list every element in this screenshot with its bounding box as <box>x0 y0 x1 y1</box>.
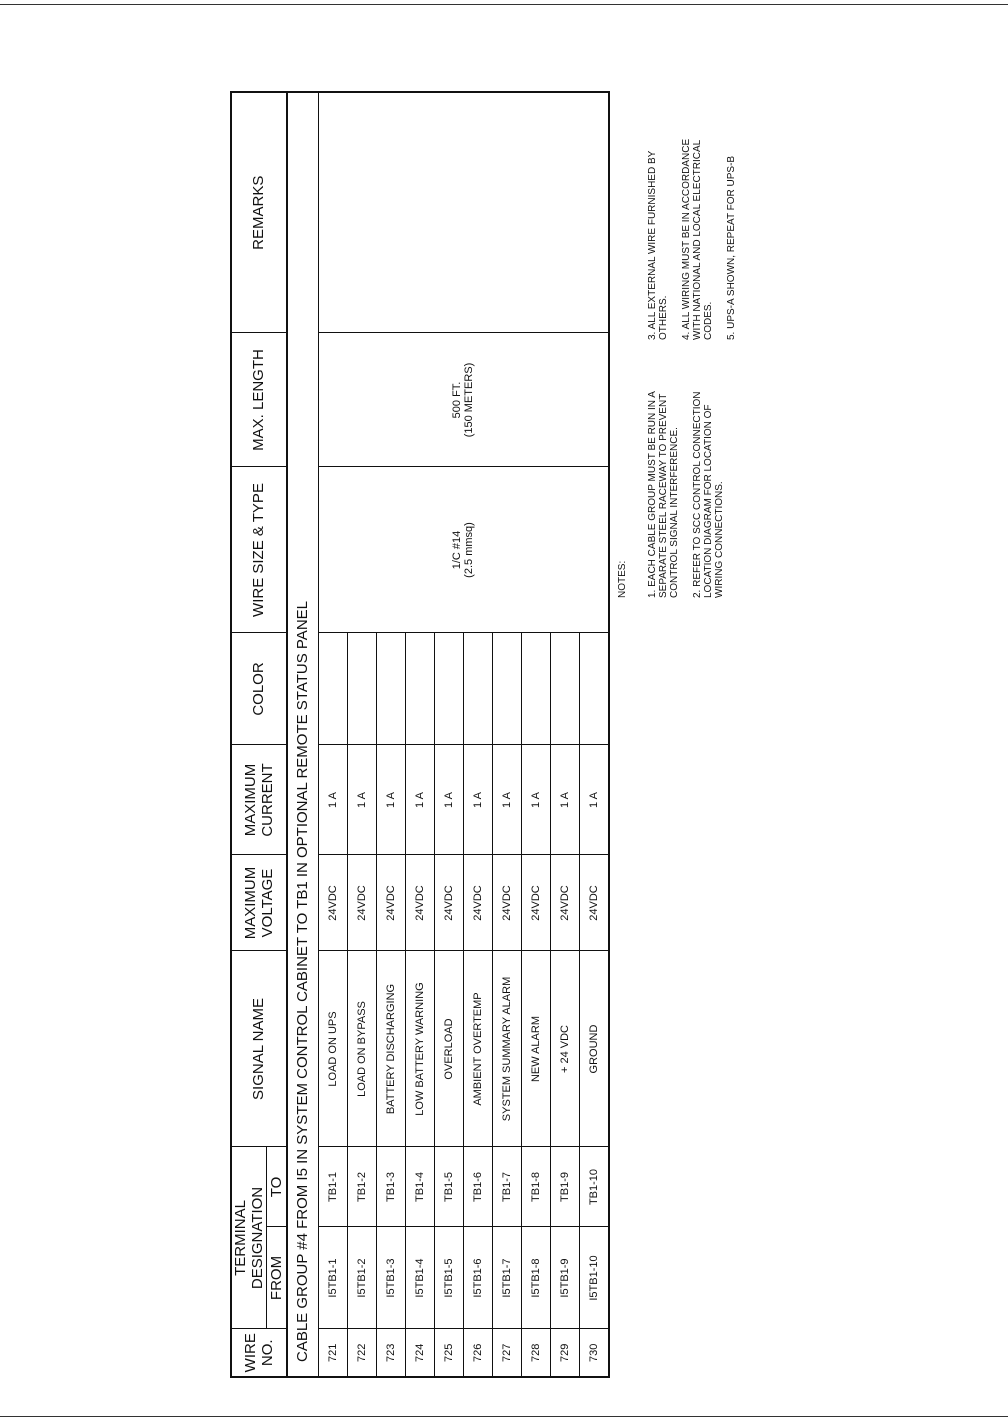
cell-wire: 723 <box>377 1329 406 1377</box>
note-1: 1. EACH CABLE GROUP MUST BE RUN IN A SEPARATE STEEL RACEWAY TO PREVENT CONTROL SIGNAL INTERFERENCE. <box>647 391 680 598</box>
cell-color <box>580 633 609 745</box>
cell-voltage: 24VDC <box>493 855 522 951</box>
cell-current: 1 A <box>580 745 609 855</box>
cell-voltage: 24VDC <box>406 855 435 951</box>
cell-to: TB1-5 <box>435 1147 464 1227</box>
note-5: 5. UPS-A SHOWN, REPEAT FOR UPS-B <box>726 155 737 340</box>
cell-from: I5TB1-9 <box>551 1227 580 1329</box>
note-3: 3. ALL EXTERNAL WIRE FURNISHED BY OTHERS. <box>647 150 669 340</box>
header-wire-size: WIRE SIZE & TYPE <box>231 467 287 633</box>
cell-signal: LOAD ON UPS <box>319 951 348 1147</box>
header-max-voltage: MAXIMUM VOLTAGE <box>231 855 287 951</box>
cell-signal: + 24 VDC <box>551 951 580 1147</box>
cell-from: I5TB1-8 <box>522 1227 551 1329</box>
wiring-table <box>230 91 610 1378</box>
cell-color <box>522 633 551 745</box>
header-remarks: REMARKS <box>231 92 287 333</box>
cell-wire: 730 <box>580 1329 609 1377</box>
cell-wire-size <box>319 467 609 633</box>
cell-voltage: 24VDC <box>522 855 551 951</box>
cell-current: 1 A <box>551 745 580 855</box>
note-4: 4. ALL WIRING MUST BE IN ACCORDANCE WITH NATIONAL AND LOCAL ELECTRICAL CODES. <box>681 138 714 340</box>
cell-to: TB1-9 <box>551 1147 580 1227</box>
cell-voltage: 24VDC <box>464 855 493 951</box>
cell-current: 1 A <box>464 745 493 855</box>
wire-size-metric: (2.5 mmsq) <box>463 522 476 578</box>
cell-to: TB1-2 <box>348 1147 377 1227</box>
cell-to: TB1-4 <box>406 1147 435 1227</box>
cell-signal: OVERLOAD <box>435 951 464 1147</box>
cell-max-length <box>319 333 609 467</box>
max-length-value: 500 FT. <box>451 381 464 419</box>
cell-color <box>551 633 580 745</box>
cell-current: 1 A <box>348 745 377 855</box>
cell-current: 1 A <box>522 745 551 855</box>
header-row-1 <box>231 92 267 1377</box>
header-from: FROM <box>267 1227 287 1329</box>
header-max-length: MAX. LENGTH <box>231 333 287 467</box>
cell-signal: GROUND <box>580 951 609 1147</box>
top-rule <box>0 4 1008 5</box>
notes-column-2 <box>647 120 749 340</box>
header-max-current: MAXIMUM CURRENT <box>231 745 287 855</box>
cell-voltage: 24VDC <box>348 855 377 951</box>
cell-from: I5TB1-3 <box>377 1227 406 1329</box>
header-wire-no: WIRE NO. <box>231 1329 287 1377</box>
cell-wire: 725 <box>435 1329 464 1377</box>
cell-color <box>493 633 522 745</box>
cell-current: 1 A <box>377 745 406 855</box>
cell-from: I5TB1-4 <box>406 1227 435 1329</box>
cell-current: 1 A <box>435 745 464 855</box>
cell-remarks <box>319 92 609 333</box>
cell-wire: 724 <box>406 1329 435 1377</box>
cell-from: I5TB1-2 <box>348 1227 377 1329</box>
cell-color <box>319 633 348 745</box>
cell-signal: AMBIENT OVERTEMP <box>464 951 493 1147</box>
cell-wire: 721 <box>319 1329 348 1377</box>
cell-color <box>377 633 406 745</box>
cell-to: TB1-3 <box>377 1147 406 1227</box>
header-signal-name: SIGNAL NAME <box>231 951 287 1147</box>
wire-size-value: 1/C #14 <box>451 530 464 570</box>
cable-group-title: CABLE GROUP #4 FROM I5 IN SYSTEM CONTROL CABINET TO TB1 IN OPTIONAL REMOTE STATUS PANEL <box>287 92 319 1377</box>
cell-voltage: 24VDC <box>435 855 464 951</box>
cell-color <box>406 633 435 745</box>
notes-block <box>617 0 807 598</box>
cell-wire: 729 <box>551 1329 580 1377</box>
cell-wire: 727 <box>493 1329 522 1377</box>
cell-from: I5TB1-6 <box>464 1227 493 1329</box>
cell-voltage: 24VDC <box>551 855 580 951</box>
cell-to: TB1-7 <box>493 1147 522 1227</box>
cell-color <box>464 633 493 745</box>
cell-to: TB1-1 <box>319 1147 348 1227</box>
cell-from: I5TB1-1 <box>319 1227 348 1329</box>
cell-signal: BATTERY DISCHARGING <box>377 951 406 1147</box>
notes-title: NOTES: <box>617 560 628 598</box>
note-2: 2. REFER TO SCC CONTROL CONNECTION LOCATION DIAGRAM FOR LOCATION OF WIRING CONNECTIONS. <box>692 391 725 598</box>
cell-voltage: 24VDC <box>319 855 348 951</box>
header-color: COLOR <box>231 633 287 745</box>
table-row <box>319 92 348 1377</box>
cell-color <box>348 633 377 745</box>
cell-color <box>435 633 464 745</box>
notes-column-1 <box>647 378 737 598</box>
header-terminal-designation: TERMINAL DESIGNATION <box>231 1147 267 1329</box>
cell-signal: SYSTEM SUMMARY ALARM <box>493 951 522 1147</box>
cell-current: 1 A <box>493 745 522 855</box>
cell-to: TB1-10 <box>580 1147 609 1227</box>
bottom-rule <box>0 1416 1008 1417</box>
header-to: TO <box>267 1147 287 1227</box>
cell-from: I5TB1-10 <box>580 1227 609 1329</box>
cell-signal: LOAD ON BYPASS <box>348 951 377 1147</box>
cell-signal: LOW BATTERY WARNING <box>406 951 435 1147</box>
cell-wire: 728 <box>522 1329 551 1377</box>
cell-to: TB1-6 <box>464 1147 493 1227</box>
wiring-table-rotated <box>230 93 600 1378</box>
cell-to: TB1-8 <box>522 1147 551 1227</box>
cell-voltage: 24VDC <box>377 855 406 951</box>
cell-voltage: 24VDC <box>580 855 609 951</box>
cell-from: I5TB1-5 <box>435 1227 464 1329</box>
cell-current: 1 A <box>319 745 348 855</box>
cell-signal: NEW ALARM <box>522 951 551 1147</box>
cell-from: I5TB1-7 <box>493 1227 522 1329</box>
cell-wire: 722 <box>348 1329 377 1377</box>
cell-current: 1 A <box>406 745 435 855</box>
cable-group-banner <box>287 92 319 1377</box>
max-length-metric: (150 METERS) <box>463 362 476 438</box>
cell-wire: 726 <box>464 1329 493 1377</box>
